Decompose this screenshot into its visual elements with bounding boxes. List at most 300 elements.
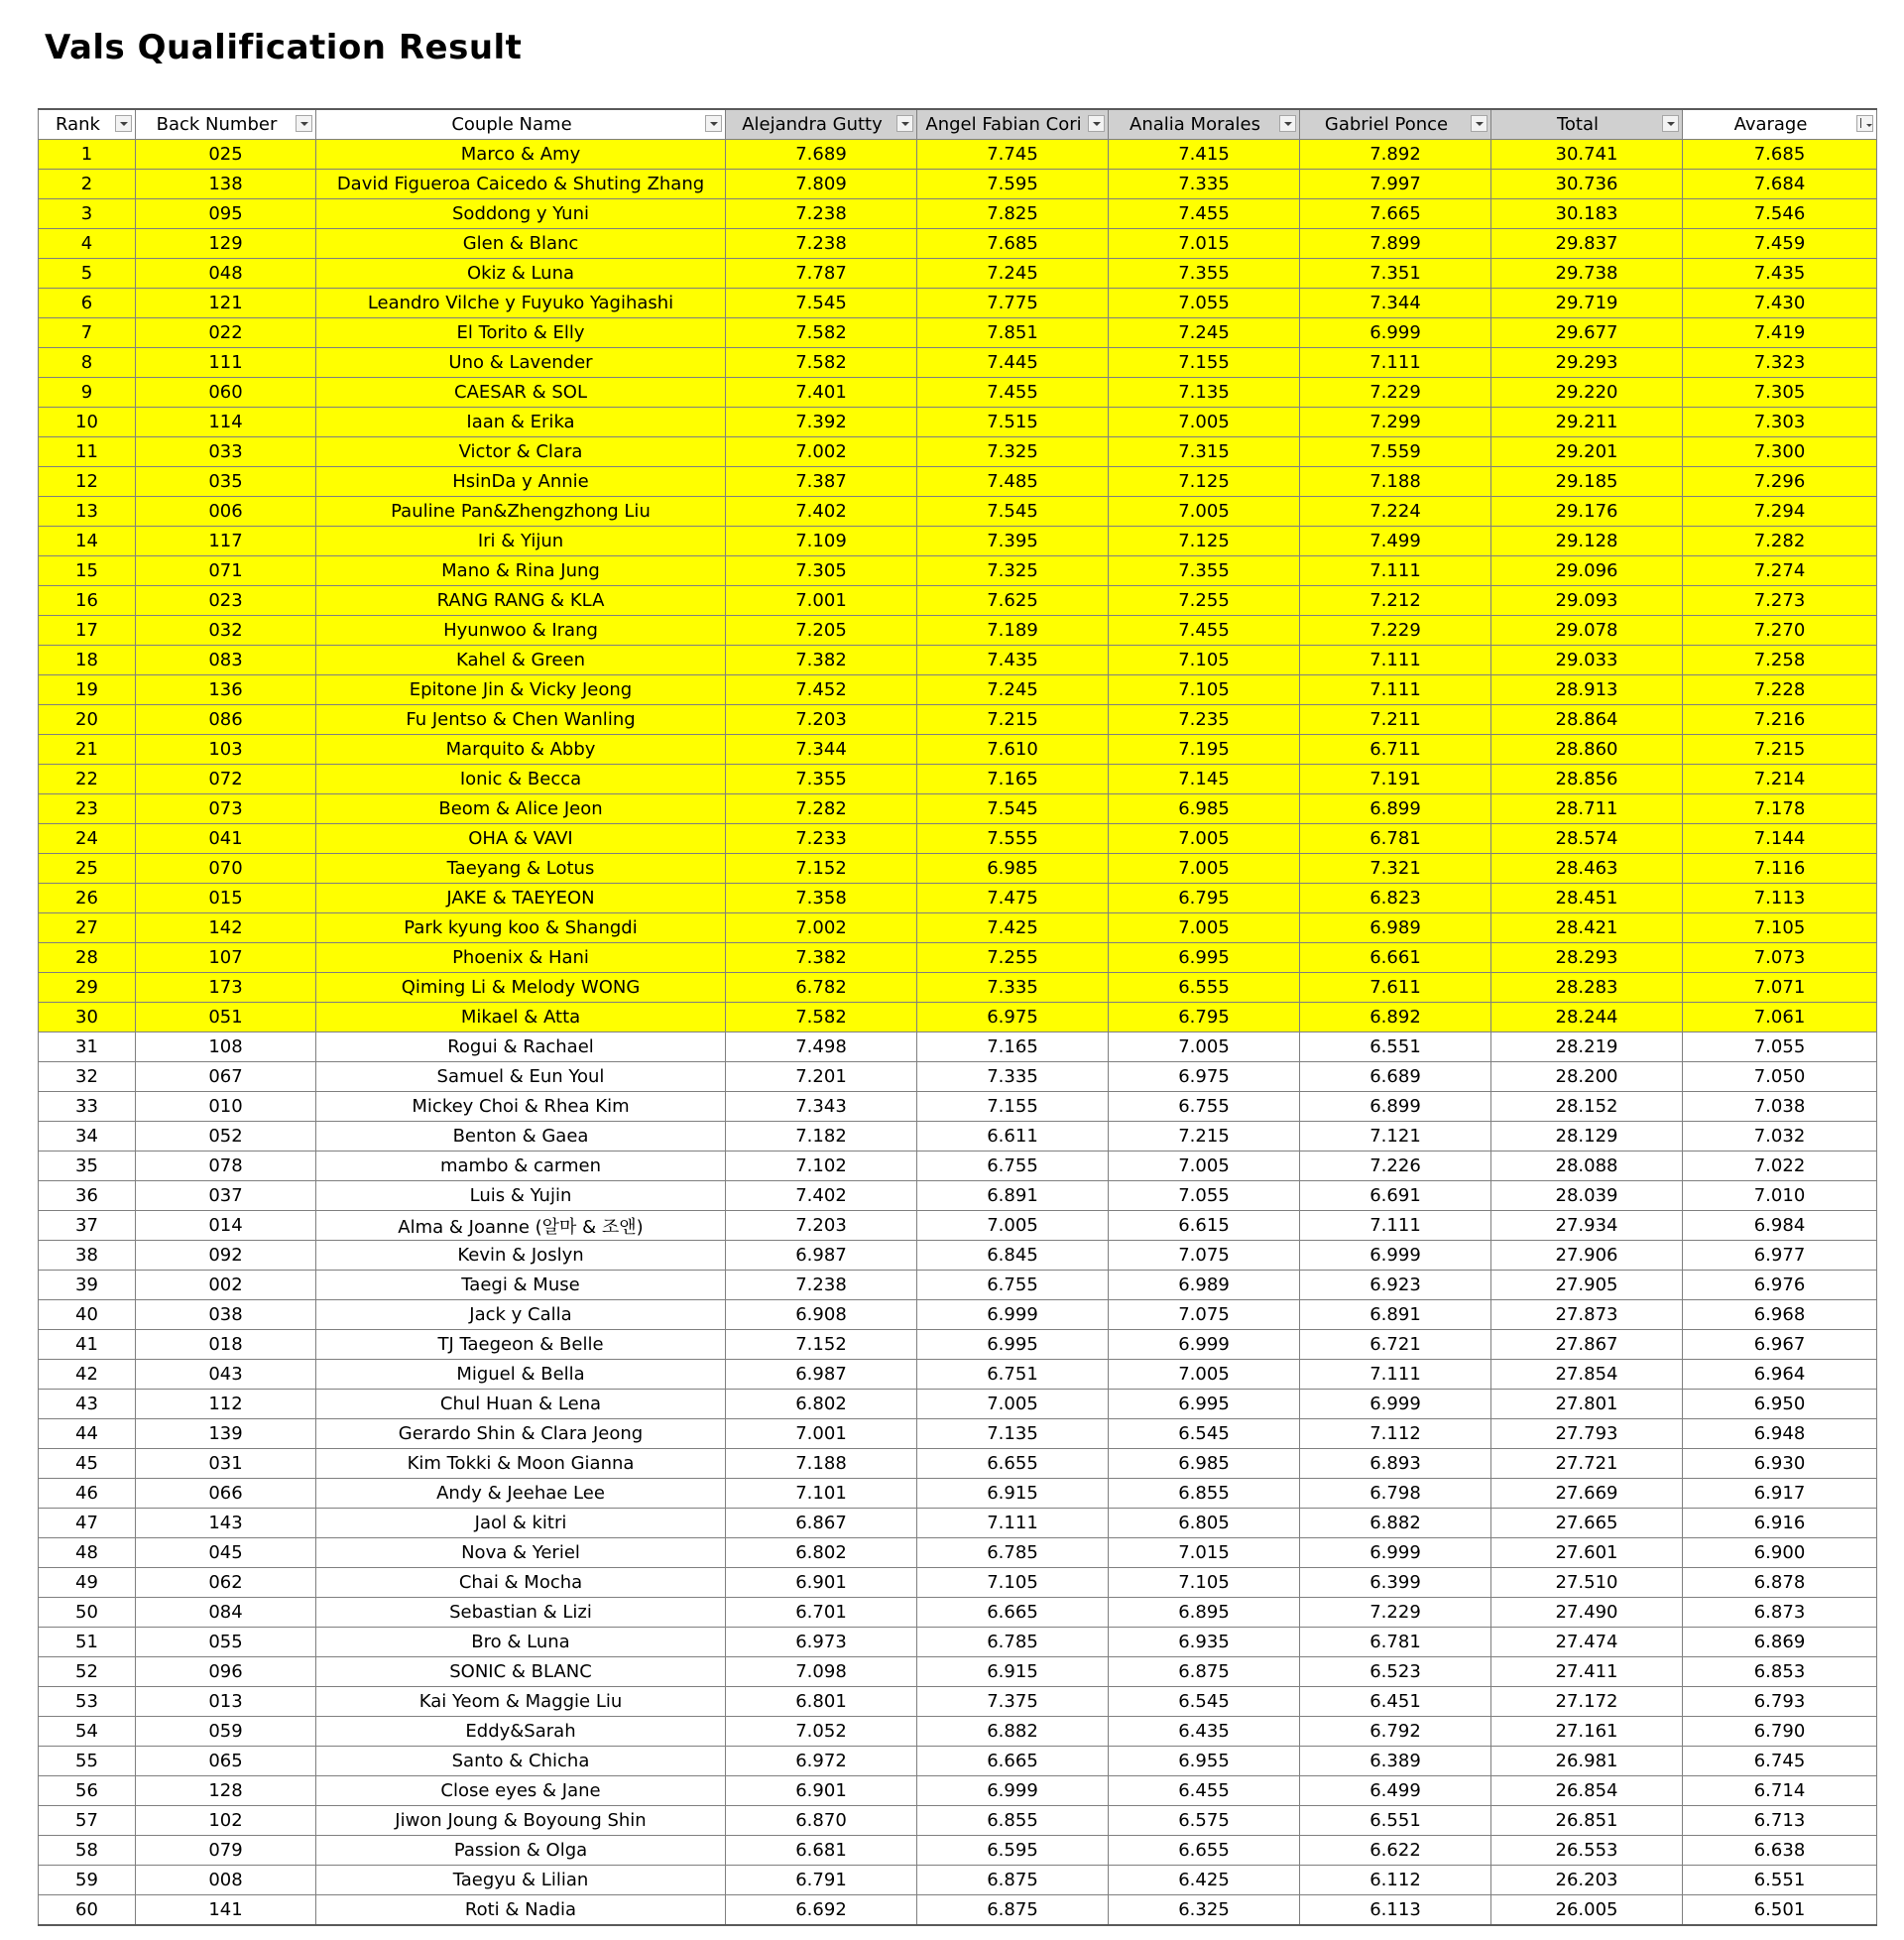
score-alejandra-gutty-cell: 7.358	[726, 884, 917, 913]
score-angel-fabian-cori-cell: 7.325	[917, 556, 1109, 586]
filter-dropdown-icon[interactable]	[1471, 115, 1488, 132]
average-cell: 7.038	[1683, 1092, 1877, 1122]
total-cell: 27.161	[1491, 1717, 1683, 1747]
total-cell: 28.283	[1491, 973, 1683, 1003]
score-gabriel-ponce-cell: 7.111	[1300, 348, 1491, 378]
score-gabriel-ponce-cell: 7.321	[1300, 854, 1491, 884]
total-cell: 27.905	[1491, 1271, 1683, 1300]
score-angel-fabian-cori-cell: 6.855	[917, 1806, 1109, 1836]
rank-cell: 31	[39, 1032, 136, 1062]
score-angel-fabian-cori-cell: 7.375	[917, 1687, 1109, 1717]
score-angel-fabian-cori-cell: 6.975	[917, 1003, 1109, 1032]
header-label: Gabriel Ponce	[1324, 114, 1449, 135]
average-cell: 6.878	[1683, 1568, 1877, 1598]
score-analia-morales-cell: 6.325	[1109, 1895, 1300, 1926]
average-cell: 7.071	[1683, 973, 1877, 1003]
score-alejandra-gutty-cell: 6.801	[726, 1687, 917, 1717]
score-analia-morales-cell: 7.075	[1109, 1241, 1300, 1271]
back-number-cell: 139	[136, 1419, 316, 1449]
total-cell: 28.244	[1491, 1003, 1683, 1032]
back-number-cell: 038	[136, 1300, 316, 1330]
score-gabriel-ponce-cell: 7.188	[1300, 467, 1491, 497]
score-gabriel-ponce-cell: 6.451	[1300, 1687, 1491, 1717]
rank-cell: 49	[39, 1568, 136, 1598]
average-cell: 6.713	[1683, 1806, 1877, 1836]
score-alejandra-gutty-cell: 7.387	[726, 467, 917, 497]
back-number-cell: 013	[136, 1687, 316, 1717]
total-cell: 27.867	[1491, 1330, 1683, 1360]
header-rank	[39, 109, 136, 140]
score-angel-fabian-cori-cell: 6.845	[917, 1241, 1109, 1271]
score-angel-fabian-cori-cell: 7.851	[917, 318, 1109, 348]
score-alejandra-gutty-cell: 7.238	[726, 199, 917, 229]
back-number-cell: 112	[136, 1390, 316, 1419]
score-gabriel-ponce-cell: 7.229	[1300, 1598, 1491, 1628]
score-analia-morales-cell: 6.975	[1109, 1062, 1300, 1092]
back-number-cell: 092	[136, 1241, 316, 1271]
score-angel-fabian-cori-cell: 7.425	[917, 913, 1109, 943]
table-row	[39, 140, 1877, 170]
back-number-cell: 071	[136, 556, 316, 586]
table-row	[39, 1776, 1877, 1806]
back-number-cell: 117	[136, 527, 316, 556]
rank-cell: 33	[39, 1092, 136, 1122]
sort-descending-filter-icon[interactable]	[1856, 115, 1873, 132]
score-angel-fabian-cori-cell: 7.455	[917, 378, 1109, 408]
rank-cell: 47	[39, 1509, 136, 1538]
average-cell: 7.459	[1683, 229, 1877, 259]
score-analia-morales-cell: 7.125	[1109, 467, 1300, 497]
score-analia-morales-cell: 7.195	[1109, 735, 1300, 765]
score-alejandra-gutty-cell: 7.582	[726, 348, 917, 378]
score-alejandra-gutty-cell: 7.001	[726, 586, 917, 616]
total-cell: 29.677	[1491, 318, 1683, 348]
score-gabriel-ponce-cell: 7.111	[1300, 1360, 1491, 1390]
total-cell: 28.913	[1491, 675, 1683, 705]
total-cell: 28.860	[1491, 735, 1683, 765]
total-cell: 26.553	[1491, 1836, 1683, 1866]
couple-name-cell: Jaol & kitri	[316, 1509, 726, 1538]
back-number-cell: 108	[136, 1032, 316, 1062]
total-cell: 29.719	[1491, 289, 1683, 318]
couple-name-cell: Chul Huan & Lena	[316, 1390, 726, 1419]
rank-cell: 58	[39, 1836, 136, 1866]
score-alejandra-gutty-cell: 7.392	[726, 408, 917, 437]
header-judge-analia-morales	[1109, 109, 1300, 140]
total-cell: 27.411	[1491, 1657, 1683, 1687]
score-analia-morales-cell: 6.615	[1109, 1211, 1300, 1241]
average-cell: 7.274	[1683, 556, 1877, 586]
table-row	[39, 1509, 1877, 1538]
score-analia-morales-cell: 7.215	[1109, 1122, 1300, 1152]
header-label: Total	[1556, 114, 1600, 135]
rank-cell: 41	[39, 1330, 136, 1360]
score-alejandra-gutty-cell: 7.305	[726, 556, 917, 586]
score-analia-morales-cell: 7.235	[1109, 705, 1300, 735]
back-number-cell: 143	[136, 1509, 316, 1538]
couple-name-cell: Pauline Pan&Zhengzhong Liu	[316, 497, 726, 527]
couple-name-cell: Taeyang & Lotus	[316, 854, 726, 884]
score-angel-fabian-cori-cell: 7.555	[917, 824, 1109, 854]
page-title: Vals Qualification Result	[45, 28, 523, 67]
score-gabriel-ponce-cell: 6.823	[1300, 884, 1491, 913]
table-row	[39, 1628, 1877, 1657]
score-gabriel-ponce-cell: 6.551	[1300, 1806, 1491, 1836]
couple-name-cell: Benton & Gaea	[316, 1122, 726, 1152]
score-analia-morales-cell: 7.005	[1109, 1152, 1300, 1181]
header-label: Alejandra Gutty	[742, 114, 883, 135]
filter-dropdown-icon[interactable]	[1279, 115, 1296, 132]
score-analia-morales-cell: 7.145	[1109, 765, 1300, 794]
back-number-cell: 014	[136, 1211, 316, 1241]
back-number-cell: 006	[136, 497, 316, 527]
back-number-cell: 018	[136, 1330, 316, 1360]
rank-cell: 12	[39, 467, 136, 497]
total-cell: 30.183	[1491, 199, 1683, 229]
table-row	[39, 1211, 1877, 1241]
table-row	[39, 1687, 1877, 1717]
score-alejandra-gutty-cell: 7.402	[726, 1181, 917, 1211]
score-gabriel-ponce-cell: 6.923	[1300, 1271, 1491, 1300]
couple-name-cell: El Torito & Elly	[316, 318, 726, 348]
score-angel-fabian-cori-cell: 6.999	[917, 1300, 1109, 1330]
total-cell: 28.039	[1491, 1181, 1683, 1211]
couple-name-cell: Mikael & Atta	[316, 1003, 726, 1032]
score-alejandra-gutty-cell: 7.545	[726, 289, 917, 318]
couple-name-cell: Kai Yeom & Maggie Liu	[316, 1687, 726, 1717]
score-alejandra-gutty-cell: 6.802	[726, 1390, 917, 1419]
rank-cell: 26	[39, 884, 136, 913]
score-analia-morales-cell: 7.415	[1109, 140, 1300, 170]
filter-dropdown-icon[interactable]	[896, 115, 913, 132]
score-angel-fabian-cori-cell: 7.215	[917, 705, 1109, 735]
score-gabriel-ponce-cell: 6.999	[1300, 1390, 1491, 1419]
total-cell: 28.293	[1491, 943, 1683, 973]
score-alejandra-gutty-cell: 7.109	[726, 527, 917, 556]
score-angel-fabian-cori-cell: 7.335	[917, 1062, 1109, 1092]
back-number-cell: 114	[136, 408, 316, 437]
table-row	[39, 824, 1877, 854]
score-angel-fabian-cori-cell: 7.165	[917, 765, 1109, 794]
average-cell: 7.270	[1683, 616, 1877, 646]
score-analia-morales-cell: 7.005	[1109, 824, 1300, 854]
filter-dropdown-icon[interactable]	[115, 115, 132, 132]
rank-cell: 35	[39, 1152, 136, 1181]
back-number-cell: 043	[136, 1360, 316, 1390]
couple-name-cell: Iri & Yijun	[316, 527, 726, 556]
table-row	[39, 586, 1877, 616]
table-row	[39, 1866, 1877, 1895]
back-number-cell: 107	[136, 943, 316, 973]
header-judge-alejandra-gutty	[726, 109, 917, 140]
average-cell: 7.113	[1683, 884, 1877, 913]
score-alejandra-gutty-cell: 7.203	[726, 705, 917, 735]
couple-name-cell: Mano & Rina Jung	[316, 556, 726, 586]
average-cell: 7.685	[1683, 140, 1877, 170]
couple-name-cell: Fu Jentso & Chen Wanling	[316, 705, 726, 735]
score-gabriel-ponce-cell: 7.344	[1300, 289, 1491, 318]
score-gabriel-ponce-cell: 7.351	[1300, 259, 1491, 289]
score-gabriel-ponce-cell: 7.892	[1300, 140, 1491, 170]
table-row	[39, 1241, 1877, 1271]
score-alejandra-gutty-cell: 6.692	[726, 1895, 917, 1926]
total-cell: 29.093	[1491, 586, 1683, 616]
average-cell: 7.010	[1683, 1181, 1877, 1211]
score-alejandra-gutty-cell: 6.791	[726, 1866, 917, 1895]
back-number-cell: 022	[136, 318, 316, 348]
score-angel-fabian-cori-cell: 6.665	[917, 1598, 1109, 1628]
header-average	[1683, 109, 1877, 140]
average-cell: 7.116	[1683, 854, 1877, 884]
score-alejandra-gutty-cell: 7.238	[726, 229, 917, 259]
score-analia-morales-cell: 6.985	[1109, 1449, 1300, 1479]
table-row	[39, 1449, 1877, 1479]
score-angel-fabian-cori-cell: 6.875	[917, 1866, 1109, 1895]
back-number-cell: 033	[136, 437, 316, 467]
couple-name-cell: Alma & Joanne (알마 & 조앤)	[316, 1211, 726, 1241]
score-gabriel-ponce-cell: 6.551	[1300, 1032, 1491, 1062]
table-row	[39, 348, 1877, 378]
table-row	[39, 884, 1877, 913]
table-row	[39, 1360, 1877, 1390]
average-cell: 6.853	[1683, 1657, 1877, 1687]
couple-name-cell: Iaan & Erika	[316, 408, 726, 437]
header-label: Angel Fabian Cori	[925, 114, 1082, 135]
score-angel-fabian-cori-cell: 7.625	[917, 586, 1109, 616]
score-alejandra-gutty-cell: 6.901	[726, 1568, 917, 1598]
header-judge-angel-fabian-cori	[917, 109, 1109, 140]
average-cell: 7.323	[1683, 348, 1877, 378]
back-number-cell: 102	[136, 1806, 316, 1836]
average-cell: 6.950	[1683, 1390, 1877, 1419]
back-number-cell: 023	[136, 586, 316, 616]
table-row	[39, 1062, 1877, 1092]
table-row	[39, 318, 1877, 348]
average-cell: 6.714	[1683, 1776, 1877, 1806]
back-number-cell: 059	[136, 1717, 316, 1747]
average-cell: 7.684	[1683, 170, 1877, 199]
score-analia-morales-cell: 6.795	[1109, 884, 1300, 913]
total-cell: 29.201	[1491, 437, 1683, 467]
score-gabriel-ponce-cell: 6.399	[1300, 1568, 1491, 1598]
score-angel-fabian-cori-cell: 7.775	[917, 289, 1109, 318]
score-alejandra-gutty-cell: 7.452	[726, 675, 917, 705]
score-angel-fabian-cori-cell: 7.165	[917, 1032, 1109, 1062]
score-analia-morales-cell: 6.989	[1109, 1271, 1300, 1300]
back-number-cell: 073	[136, 794, 316, 824]
total-cell: 27.510	[1491, 1568, 1683, 1598]
header-label: Avarage	[1733, 114, 1808, 135]
filter-dropdown-icon[interactable]	[705, 115, 722, 132]
score-gabriel-ponce-cell: 6.792	[1300, 1717, 1491, 1747]
rank-cell: 53	[39, 1687, 136, 1717]
couple-name-cell: Leandro Vilche y Fuyuko Yagihashi	[316, 289, 726, 318]
table-row	[39, 1330, 1877, 1360]
filter-dropdown-icon[interactable]	[296, 115, 312, 132]
rank-cell: 25	[39, 854, 136, 884]
total-cell: 28.129	[1491, 1122, 1683, 1152]
back-number-cell: 010	[136, 1092, 316, 1122]
score-gabriel-ponce-cell: 6.999	[1300, 1241, 1491, 1271]
couple-name-cell: Taegyu & Lilian	[316, 1866, 726, 1895]
score-analia-morales-cell: 6.435	[1109, 1717, 1300, 1747]
couple-name-cell: JAKE & TAEYEON	[316, 884, 726, 913]
couple-name-cell: Kevin & Joslyn	[316, 1241, 726, 1271]
total-cell: 28.463	[1491, 854, 1683, 884]
couple-name-cell: Roti & Nadia	[316, 1895, 726, 1926]
score-angel-fabian-cori-cell: 7.105	[917, 1568, 1109, 1598]
couple-name-cell: Phoenix & Hani	[316, 943, 726, 973]
average-cell: 7.294	[1683, 497, 1877, 527]
average-cell: 7.303	[1683, 408, 1877, 437]
score-analia-morales-cell: 7.015	[1109, 1538, 1300, 1568]
score-gabriel-ponce-cell: 7.224	[1300, 497, 1491, 527]
score-gabriel-ponce-cell: 6.781	[1300, 1628, 1491, 1657]
back-number-cell: 079	[136, 1836, 316, 1866]
score-angel-fabian-cori-cell: 6.611	[917, 1122, 1109, 1152]
rank-cell: 60	[39, 1895, 136, 1926]
score-analia-morales-cell: 6.575	[1109, 1806, 1300, 1836]
score-alejandra-gutty-cell: 7.382	[726, 646, 917, 675]
average-cell: 7.430	[1683, 289, 1877, 318]
score-angel-fabian-cori-cell: 7.135	[917, 1419, 1109, 1449]
couple-name-cell: Glen & Blanc	[316, 229, 726, 259]
couple-name-cell: Taegi & Muse	[316, 1271, 726, 1300]
rank-cell: 44	[39, 1419, 136, 1449]
rank-cell: 24	[39, 824, 136, 854]
table-row	[39, 1032, 1877, 1062]
table-row	[39, 229, 1877, 259]
table-row	[39, 170, 1877, 199]
score-gabriel-ponce-cell: 7.229	[1300, 378, 1491, 408]
average-cell: 6.917	[1683, 1479, 1877, 1509]
score-angel-fabian-cori-cell: 6.665	[917, 1747, 1109, 1776]
rank-cell: 10	[39, 408, 136, 437]
score-gabriel-ponce-cell: 6.523	[1300, 1657, 1491, 1687]
average-cell: 7.273	[1683, 586, 1877, 616]
total-cell: 27.873	[1491, 1300, 1683, 1330]
rank-cell: 45	[39, 1449, 136, 1479]
score-angel-fabian-cori-cell: 6.785	[917, 1628, 1109, 1657]
couple-name-cell: Park kyung koo & Shangdi	[316, 913, 726, 943]
score-alejandra-gutty-cell: 6.870	[726, 1806, 917, 1836]
rank-cell: 22	[39, 765, 136, 794]
average-cell: 6.638	[1683, 1836, 1877, 1866]
table-row	[39, 765, 1877, 794]
score-angel-fabian-cori-cell: 7.245	[917, 675, 1109, 705]
back-number-cell: 051	[136, 1003, 316, 1032]
score-analia-morales-cell: 7.005	[1109, 913, 1300, 943]
score-analia-morales-cell: 6.895	[1109, 1598, 1300, 1628]
average-cell: 6.869	[1683, 1628, 1877, 1657]
back-number-cell: 141	[136, 1895, 316, 1926]
score-gabriel-ponce-cell: 6.691	[1300, 1181, 1491, 1211]
couple-name-cell: CAESAR & SOL	[316, 378, 726, 408]
score-analia-morales-cell: 7.455	[1109, 616, 1300, 646]
couple-name-cell: Miguel & Bella	[316, 1360, 726, 1390]
score-gabriel-ponce-cell: 6.989	[1300, 913, 1491, 943]
couple-name-cell: Eddy&Sarah	[316, 1717, 726, 1747]
back-number-cell: 062	[136, 1568, 316, 1598]
score-gabriel-ponce-cell: 7.111	[1300, 1211, 1491, 1241]
score-gabriel-ponce-cell: 6.689	[1300, 1062, 1491, 1092]
score-gabriel-ponce-cell: 7.111	[1300, 556, 1491, 586]
header-label: Couple Name	[451, 114, 572, 135]
score-gabriel-ponce-cell: 6.899	[1300, 1092, 1491, 1122]
score-analia-morales-cell: 6.855	[1109, 1479, 1300, 1509]
table-row	[39, 1747, 1877, 1776]
score-alejandra-gutty-cell: 7.205	[726, 616, 917, 646]
score-gabriel-ponce-cell: 7.899	[1300, 229, 1491, 259]
score-gabriel-ponce-cell: 7.211	[1300, 705, 1491, 735]
score-alejandra-gutty-cell: 6.802	[726, 1538, 917, 1568]
rank-cell: 19	[39, 675, 136, 705]
total-cell: 29.033	[1491, 646, 1683, 675]
score-angel-fabian-cori-cell: 7.685	[917, 229, 1109, 259]
back-number-cell: 015	[136, 884, 316, 913]
average-cell: 7.282	[1683, 527, 1877, 556]
average-cell: 6.984	[1683, 1211, 1877, 1241]
table-row	[39, 199, 1877, 229]
header-couple-name	[316, 109, 726, 140]
table-row	[39, 1003, 1877, 1032]
table-row	[39, 1181, 1877, 1211]
average-cell: 6.501	[1683, 1895, 1877, 1926]
score-angel-fabian-cori-cell: 7.445	[917, 348, 1109, 378]
couple-name-cell: Marquito & Abby	[316, 735, 726, 765]
back-number-cell: 066	[136, 1479, 316, 1509]
couple-name-cell: Jiwon Joung & Boyoung Shin	[316, 1806, 726, 1836]
score-analia-morales-cell: 7.105	[1109, 646, 1300, 675]
rank-cell: 54	[39, 1717, 136, 1747]
score-analia-morales-cell: 7.105	[1109, 675, 1300, 705]
filter-dropdown-icon[interactable]	[1662, 115, 1679, 132]
score-alejandra-gutty-cell: 7.152	[726, 1330, 917, 1360]
back-number-cell: 070	[136, 854, 316, 884]
score-angel-fabian-cori-cell: 7.255	[917, 943, 1109, 973]
score-gabriel-ponce-cell: 7.111	[1300, 675, 1491, 705]
score-analia-morales-cell: 7.005	[1109, 854, 1300, 884]
score-gabriel-ponce-cell: 6.112	[1300, 1866, 1491, 1895]
back-number-cell: 037	[136, 1181, 316, 1211]
couple-name-cell: Soddong y Yuni	[316, 199, 726, 229]
score-angel-fabian-cori-cell: 6.595	[917, 1836, 1109, 1866]
header-back-number	[136, 109, 316, 140]
average-cell: 7.419	[1683, 318, 1877, 348]
total-cell: 28.856	[1491, 765, 1683, 794]
couple-name-cell: Close eyes & Jane	[316, 1776, 726, 1806]
score-angel-fabian-cori-cell: 7.335	[917, 973, 1109, 1003]
score-gabriel-ponce-cell: 6.781	[1300, 824, 1491, 854]
table-row	[39, 854, 1877, 884]
couple-name-cell: Passion & Olga	[316, 1836, 726, 1866]
average-cell: 6.976	[1683, 1271, 1877, 1300]
table-row	[39, 1300, 1877, 1330]
filter-dropdown-icon[interactable]	[1088, 115, 1105, 132]
total-cell: 27.721	[1491, 1449, 1683, 1479]
average-cell: 7.228	[1683, 675, 1877, 705]
score-alejandra-gutty-cell: 7.102	[726, 1152, 917, 1181]
score-alejandra-gutty-cell: 6.681	[726, 1836, 917, 1866]
table-row	[39, 378, 1877, 408]
rank-cell: 11	[39, 437, 136, 467]
score-analia-morales-cell: 6.545	[1109, 1419, 1300, 1449]
table-row	[39, 437, 1877, 467]
score-angel-fabian-cori-cell: 6.882	[917, 1717, 1109, 1747]
average-cell: 7.300	[1683, 437, 1877, 467]
score-alejandra-gutty-cell: 7.188	[726, 1449, 917, 1479]
table-body	[39, 140, 1877, 1926]
